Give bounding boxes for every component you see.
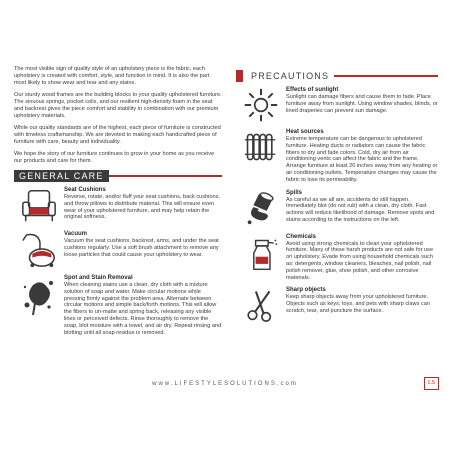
right-column bbox=[236, 66, 438, 329]
brand-logo: LS bbox=[424, 377, 439, 390]
care-item-stain-removal bbox=[14, 275, 222, 336]
radiator-icon bbox=[236, 129, 286, 184]
intro-paragraph: We hope the story of our furniture continues to grow in your home as you receive our products and care for them. bbox=[14, 151, 215, 164]
vacuum-icon bbox=[14, 231, 64, 269]
item-title: Chemicals bbox=[286, 233, 317, 240]
item-body: As careful as we all are, accidents do still happen. Immediately blot (do not rub) with a clean, dry cloth. Fast actions will reduce likelihood of damage. Remove spots and stains according to the instructions on the left. bbox=[286, 196, 435, 223]
precautions-title: PRECAUTIONS bbox=[246, 70, 334, 82]
item-body: Sunlight can damage fibers and cause them to fade. Place furniture away from sunlight. Using window shades, blinds, or lined draperies can prevent sun damage. bbox=[286, 94, 438, 114]
precaution-item-chemicals bbox=[236, 234, 438, 282]
heading-rule bbox=[334, 75, 438, 77]
item-title: Spot and Stain Removal bbox=[64, 275, 133, 281]
heading-accent-bar bbox=[236, 70, 243, 82]
item-body: Reverse, rotate, and/or fluff your seat cushions, back cushions, and throw pillows to distribute material. This will ensure even wear of your upholstered furniture, and may help retain the original softness. bbox=[64, 194, 220, 221]
intro-paragraph: The most visible sign of quality style of an upholstery piece is the fabric, each upholstery is created with comfort, style, and function in mind. It is also the part most likely to show wear and tear and any stains. bbox=[14, 66, 210, 86]
item-body: Extreme temperature can be dangerous to upholstered furniture. Heating ducts or radiators can cause the fabric fibers to dry and fade colors. Cold, dry air from air conditioning vents can affect the fabric and the frame. Arrange furniture at least 20 inches away from any heating or air conditioning outlets. Temperature changes may cause the fabric to lose its permeability. bbox=[286, 136, 438, 183]
item-body: Avoid using strong chemicals to clean your upholstered furniture. Many of these harsh products are not safe for use on upholstery. Evade from using household chemicals such as: detergents, window cleaners, bleaches, nail polish, nail polish remover, glue, shoe polish, and other corrosive materials. bbox=[286, 240, 434, 281]
scissors-icon bbox=[236, 287, 286, 323]
item-title: Vacuum bbox=[64, 231, 88, 237]
intro-paragraph: Our sturdy wood frames are the building blocks to your quality upholstered furniture. The sinuous springs, pocket coils, and our resilient high-density foam in the seat and backrest gives the piece comfort and stability in combination with our premium upholstery materials. bbox=[14, 92, 222, 119]
general-care-heading bbox=[14, 170, 222, 182]
sun-icon bbox=[236, 87, 286, 123]
care-item-vacuum bbox=[14, 231, 222, 269]
item-body: When cleaning stains use a clean, dry cloth with a mixture solution of soap and water. Make circular motions while pressing firmly against the problem area. Alternate between circular motions and simple back/forth motions. This will allow the fibers to un-matte and spring back, releasing any visible lines or perceived defects. Rinse thoroughly to remove the soap, blot moisture with a towel, and air dry. Repeat rinsing and blotting until all soap residue is removed. bbox=[64, 282, 222, 336]
item-title: Seat Cushions bbox=[64, 187, 106, 193]
heading-rule bbox=[109, 175, 222, 177]
item-title: Effects of sunlight bbox=[286, 87, 339, 93]
item-title: Heat sources bbox=[286, 129, 324, 135]
precaution-item-heat bbox=[236, 129, 438, 184]
intro-text bbox=[14, 66, 222, 165]
item-body: Keep sharp objects away from your upholstered furniture. Objects such as keys, toys, and pets with sharp claws can scratch, tear, and puncture the surface. bbox=[286, 294, 430, 314]
spilled-cup-icon bbox=[236, 190, 286, 228]
item-title: Sharp objects bbox=[286, 287, 326, 294]
care-item-seat-cushions bbox=[14, 187, 222, 225]
spray-bottle-icon bbox=[236, 234, 286, 282]
general-care-title: GENERAL CARE bbox=[14, 170, 109, 182]
precaution-item-sharp-objects bbox=[236, 287, 438, 323]
stain-splatter-icon bbox=[14, 275, 64, 336]
intro-paragraph: While our quality standards are of the highest, each piece of furniture is constructed with timeless craftsmanship. We are devoted to making each handcrafted piece of furniture with care, beauty and individuality. bbox=[14, 125, 221, 145]
precautions-heading bbox=[236, 70, 438, 82]
item-title: Spills bbox=[286, 189, 303, 196]
footer-website: www.LIFESTYLESOLUTIONS.com bbox=[152, 381, 298, 387]
armchair-icon bbox=[14, 187, 64, 225]
precaution-item-spills bbox=[236, 190, 438, 228]
left-column bbox=[14, 66, 222, 342]
precaution-item-sunlight bbox=[236, 87, 438, 123]
item-body: Vacuum the seat cushions, backrest, arms, and under the seat cushions regularly. Use a soft brush attachment to remove any loose particles that could cause your upholstery to wear. bbox=[64, 238, 219, 258]
